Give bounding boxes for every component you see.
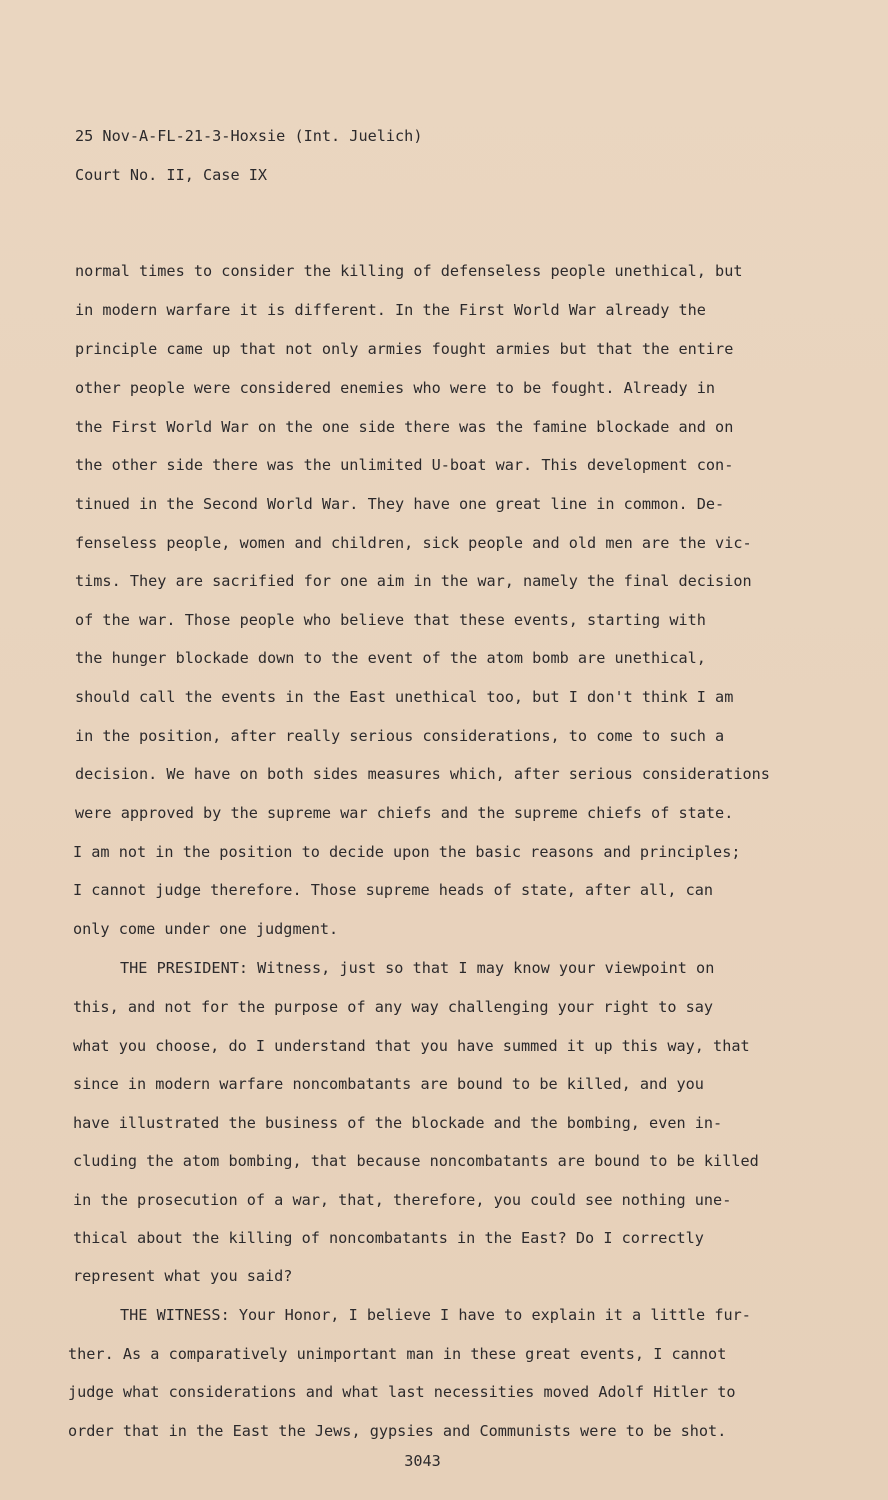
- body-line: represent what you said?: [73, 1267, 293, 1285]
- body-line: have illustrated the business of the blockade and the bombing, even in-: [73, 1114, 723, 1132]
- body-line: only come under one judgment.: [73, 920, 339, 938]
- body-line: THE WITNESS: Your Honor, I believe I have to explain it a little fur-: [120, 1306, 751, 1324]
- body-line: of the war. Those people who believe that these events, starting with: [75, 611, 706, 629]
- page-number: 3043: [404, 1452, 441, 1470]
- body-line: principle came up that not only armies fought armies but that the entire: [75, 340, 734, 358]
- body-line: since in modern warfare noncombatants are bound to be killed, and you: [73, 1075, 704, 1093]
- body-line: in the prosecution of a war, that, therefore, you could see nothing une-: [73, 1191, 732, 1209]
- body-line: cluding the atom bombing, that because noncombatants are bound to be killed: [73, 1152, 759, 1170]
- body-line: were approved by the supreme war chiefs and the supreme chiefs of state.: [75, 804, 734, 822]
- body-line: normal times to consider the killing of defenseless people unethical, but: [75, 262, 743, 280]
- body-line: I cannot judge therefore. Those supreme heads of state, after all, can: [73, 881, 714, 899]
- body-line: this, and not for the purpose of any way challenging your right to say: [73, 998, 714, 1016]
- body-line: order that in the East the Jews, gypsies and Communists were to be shot.: [68, 1422, 727, 1440]
- body-line: the First World War on the one side there was the famine blockade and on: [75, 418, 734, 436]
- header-court-case: Court No. II, Case IX: [75, 166, 268, 184]
- body-line: in modern warfare it is different. In the First World War already the: [75, 301, 706, 319]
- body-line: I am not in the position to decide upon the basic reasons and principles;: [73, 843, 741, 861]
- body-line: what you choose, do I understand that you have summed it up this way, that: [73, 1037, 750, 1055]
- body-line: thical about the killing of noncombatants in the East? Do I correctly: [73, 1229, 704, 1247]
- header-case-reference: 25 Nov-A-FL-21-3-Hoxsie (Int. Juelich): [75, 127, 423, 145]
- body-line: THE PRESIDENT: Witness, just so that I may know your viewpoint on: [120, 959, 715, 977]
- body-line: other people were considered enemies who were to be fought. Already in: [75, 379, 716, 397]
- body-line: in the position, after really serious considerations, to come to such a: [75, 727, 725, 745]
- body-line: decision. We have on both sides measures which, after serious considerations: [75, 765, 770, 783]
- body-line: fenseless people, women and children, sick people and old men are the vic-: [75, 534, 752, 552]
- body-line: tinued in the Second World War. They have one great line in common. De-: [75, 495, 725, 513]
- body-line: judge what considerations and what last necessities moved Adolf Hitler to: [68, 1383, 736, 1401]
- body-line: the hunger blockade down to the event of the atom bomb are unethical,: [75, 649, 706, 667]
- body-line: ther. As a comparatively unimportant man in these great events, I cannot: [68, 1345, 727, 1363]
- body-line: should call the events in the East unethical too, but I don't think I am: [75, 688, 734, 706]
- body-line: tims. They are sacrified for one aim in the war, namely the final decision: [75, 572, 752, 590]
- body-line: the other side there was the unlimited U-boat war. This development con-: [75, 456, 734, 474]
